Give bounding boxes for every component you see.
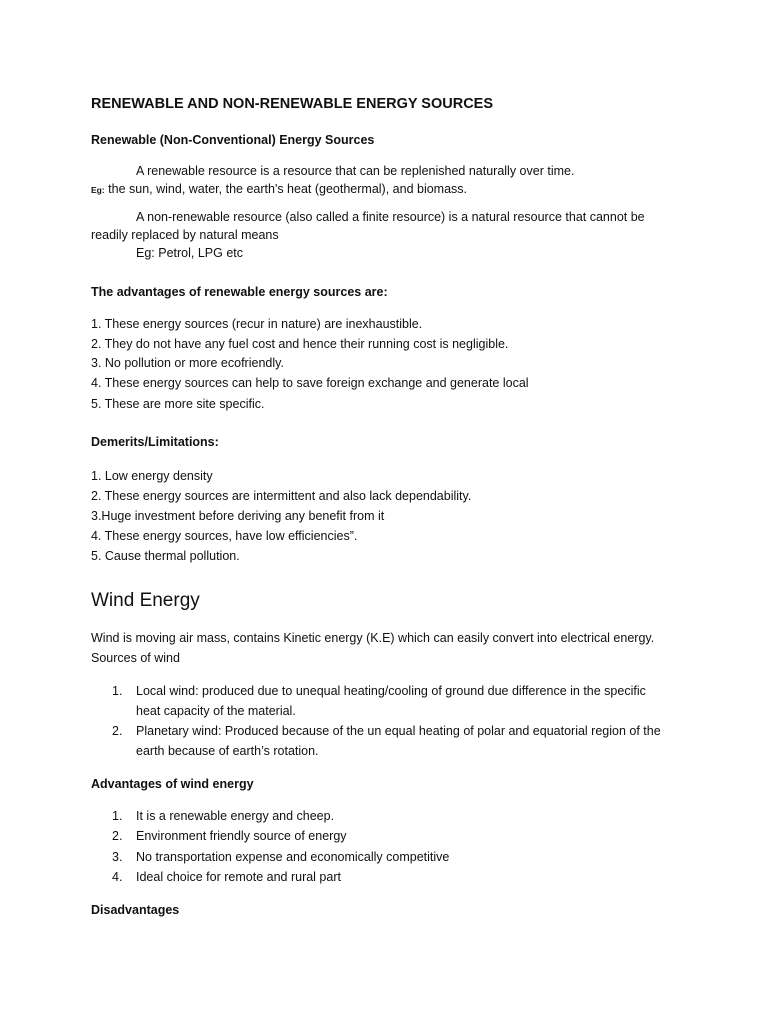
eg-label: Eg: xyxy=(91,185,105,195)
renewable-example xyxy=(91,181,467,198)
wind-advantages-heading: Advantages of wind energy xyxy=(91,777,254,791)
demerit-item: 2. These energy sources are intermittent and also lack dependability. xyxy=(91,489,472,503)
demerits-heading: Demerits/Limitations: xyxy=(91,435,219,449)
wind-source-line: heat capacity of the material. xyxy=(136,704,296,718)
advantage-item: 1. These energy sources (recur in nature) are inexhaustible. xyxy=(91,317,423,331)
wind-advantage-item: Ideal choice for remote and rural part xyxy=(136,870,341,884)
renewable-definition: A renewable resource is a resource that can be replenished naturally over time. xyxy=(136,164,575,178)
list-number: 4. xyxy=(112,870,123,884)
disadvantages-heading: Disadvantages xyxy=(91,903,180,917)
list-number: 3. xyxy=(112,850,123,864)
wind-advantage-item: Environment friendly source of energy xyxy=(136,829,347,843)
wind-source-line: Planetary wind: Produced because of the un equal heating of polar and equatorial region of the xyxy=(136,724,661,738)
wind-advantage-item: It is a renewable energy and cheep. xyxy=(136,809,335,823)
wind-source-line: earth because of earth’s rotation. xyxy=(136,744,319,758)
advantage-item: 5. These are more site specific. xyxy=(91,397,265,411)
advantage-item: 3. No pollution or more ecofriendly. xyxy=(91,356,284,370)
wind-source-line: Local wind: produced due to unequal heating/cooling of ground due difference in the specific xyxy=(136,684,646,698)
nonrenewable-definition-line1: A non-renewable resource (also called a finite resource) is a natural resource that cannot be xyxy=(136,210,645,224)
wind-energy-heading: Wind Energy xyxy=(91,590,200,611)
wind-advantage-item: No transportation expense and economically competitive xyxy=(136,850,450,864)
demerit-item: 1. Low energy density xyxy=(91,469,213,483)
document-title: RENEWABLE AND NON-RENEWABLE ENERGY SOURCES xyxy=(91,96,494,112)
advantage-item: 4. These energy sources can help to save foreign exchange and generate local xyxy=(91,376,529,390)
demerit-item: 5. Cause thermal pollution. xyxy=(91,549,240,563)
list-number: 2. xyxy=(112,724,123,738)
renewable-heading: Renewable (Non-Conventional) Energy Sources xyxy=(91,133,375,147)
advantage-item: 2. They do not have any fuel cost and hence their running cost is negligible. xyxy=(91,337,509,351)
wind-intro: Wind is moving air mass, contains Kinetic energy (K.E) which can easily convert into electrical energy. xyxy=(91,631,655,645)
list-number: 1. xyxy=(112,809,123,823)
list-number: 2. xyxy=(112,829,123,843)
wind-sources-label: Sources of wind xyxy=(91,651,180,665)
nonrenewable-definition-line2: readily replaced by natural means xyxy=(91,228,279,242)
list-number: 1. xyxy=(112,684,123,698)
demerit-item: 4. These energy sources, have low efficiencies”. xyxy=(91,529,358,543)
renewable-example-text: the sun, wind, water, the earth's heat (geothermal), and biomass. xyxy=(104,182,468,196)
advantages-heading: The advantages of renewable energy sources are: xyxy=(91,285,388,299)
demerit-item: 3.Huge investment before deriving any benefit from it xyxy=(91,509,385,523)
nonrenewable-example: Eg: Petrol, LPG etc xyxy=(136,246,243,260)
